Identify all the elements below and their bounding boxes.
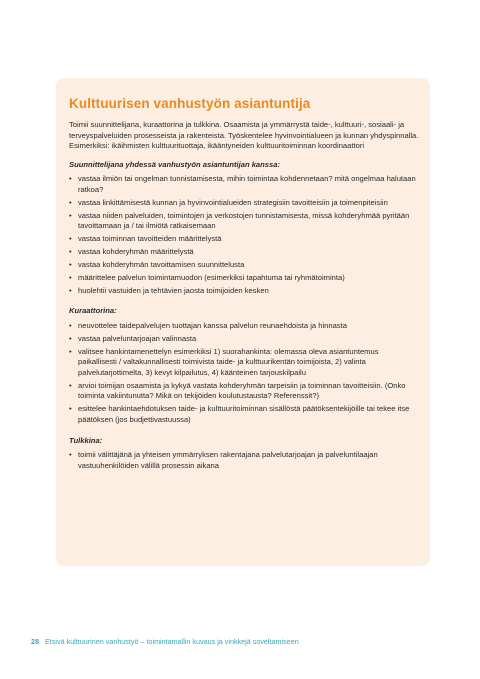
section-heading: Kuraattorina: [69, 306, 117, 316]
list-item: • vastaa kohderyhmän tavoittamisen suunnittelusta [69, 260, 245, 270]
bullet-icon: • [69, 346, 72, 356]
bullet-icon: • [69, 285, 72, 295]
bullet-icon: • [69, 260, 72, 270]
list-item: • vastaa kohderyhmän määrittelystä [69, 247, 194, 257]
bullet-icon: • [69, 404, 72, 414]
section-heading: Tulkkina: [69, 435, 103, 445]
bullet-icon: • [69, 380, 72, 390]
page-footer [31, 637, 299, 647]
list-item: • vastaa linkittämisestä kunnan ja hyvinvointialueiden strategisiin tavoitteisiin ja toimenpiteisiin [69, 197, 388, 207]
info-box-content [69, 95, 419, 481]
bullet-icon: • [69, 174, 72, 184]
footer-text: Etsivä kulttuurinen vanhustyö – toimintamallin kuvaus ja vinkkejä soveltamiseen [45, 637, 299, 646]
section-tulkki [69, 436, 419, 472]
box-intro: Toimii suunnittelijana, kuraattorina ja tulkkina. Osaamista ja ymmärrystä taide-, kulttuuri-, sosiaali- ja terveyspalveluiden prosesseista ja rakenteista. Työskentelee hyvinvointialueen ja kunnan yhdyspinnalla. Esimerkiksi: ikäihmisten kulttuurituottaja, ikääntyneiden kulttuuritoiminnan koordinaattori [69, 120, 419, 151]
bullet-icon: • [69, 320, 72, 330]
list-item: • vastaa palveluntarjoajan valinnasta [69, 333, 197, 343]
list-item: • esittelee hankintaehdotuksen taide- ja kulttuuritoiminnan sisällöstä päätöksentekijöille tai tekee itse päätöksen (jos budjettivastuussa) [69, 404, 410, 424]
list-item: • määrittelee palvelun toimintamuodon (esimerkiksi tapahtuma tai ryhmätoiminta) [69, 272, 345, 282]
list-item: • vastaa niiden palveluiden, toimintojen ja verkostojen tunnistamisesta, missä kohderyhmää pyritään tavoittamaan ja / tai ilmiötä ratkaisemaan [69, 210, 410, 231]
list-item: • vastaa toiminnan tavoitteiden määrittelystä [69, 234, 222, 244]
list-item: • neuvottelee taidepalvelujen tuottajan kanssa palvelun reunaehdoista ja hinnasta [69, 320, 347, 330]
bullet-icon: • [69, 272, 72, 282]
section-kuraattori [69, 306, 419, 425]
list-item: • toimii välittäjänä ja yhteisen ymmärryksen rakentajana palvelutarjoajan ja palveluntilaajan vastuuhenkilöiden välillä prosessin aikana [69, 450, 378, 470]
page-number: 28 [31, 637, 39, 646]
bullet-icon: • [69, 210, 72, 220]
bullet-icon: • [69, 234, 72, 244]
list-item: • valitsee hankintamenettelyn esimerkiksi 1) suorahankinta: olemassa oleva asiantuntemus paikallisesti / valtakunnallisesti toimivista taide- ja kulttuurikentän toimijoista, 2) valinta palvelutarjottimelta, 3) kevyt kilpailutus, 4) käänteinen tarjouskilpailu [69, 346, 379, 377]
section-heading: Suunnittelijana yhdessä vanhustyön asiantuntijan kanssa: [69, 159, 280, 169]
list-item: • arvioi toimijan osaamista ja kykyä vastata kohderyhmän tarpeisiin ja toiminnan tavoitteisiin. (Onko toiminta vakiintunutta? Mikä on tekijöiden koulutustausta? Referenssit?) [69, 380, 406, 401]
bullet-icon: • [69, 247, 72, 257]
list-item: • huolehtii vastuiden ja tehtävien jaosta toimijoiden kesken [69, 285, 269, 295]
bullet-icon: • [69, 450, 72, 460]
bullet-list [69, 450, 419, 471]
bullet-list [69, 174, 419, 296]
list-item: • vastaa ilmiön tai ongelman tunnistamisesta, mihin toimintaa kohdennetaan? mitä ongelmaa halutaan ratkoa? [69, 174, 416, 194]
section-suunnittelija [69, 160, 419, 297]
bullet-list [69, 321, 419, 426]
bullet-icon: • [69, 197, 72, 207]
box-title: Kulttuurisen vanhustyön asiantuntija [69, 96, 311, 111]
bullet-icon: • [69, 333, 72, 343]
